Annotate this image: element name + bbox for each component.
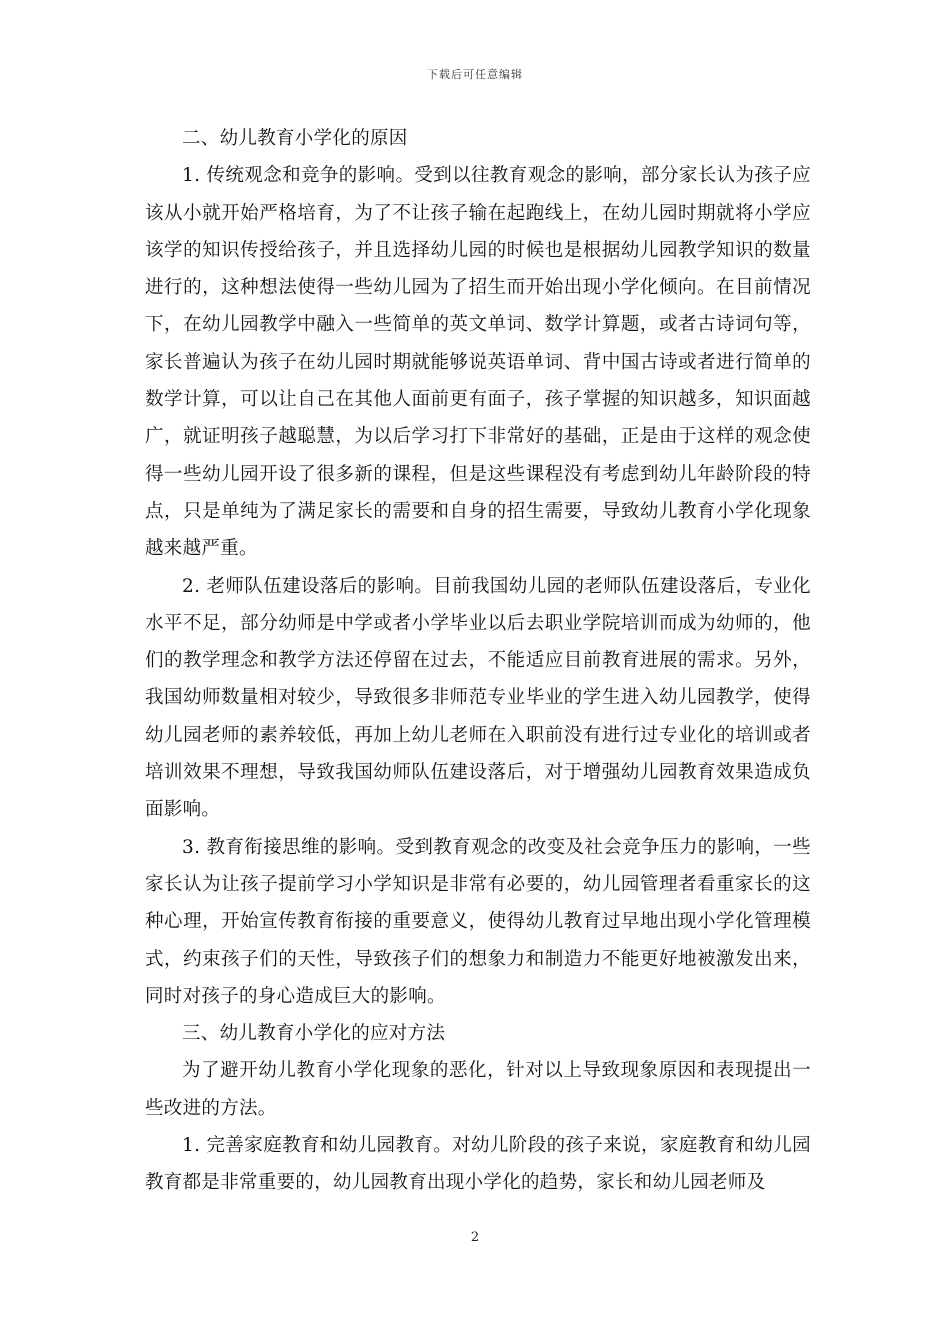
- document-body: [145, 120, 811, 1202]
- paragraph-solution-1: 1. 完善家庭教育和幼儿园教育。对幼儿阶段的孩子来说，家庭教育和幼儿园教育都是非常重要的，幼儿园教育出现小学化的趋势，家长和幼儿园老师及: [145, 1135, 811, 1194]
- paragraph-cause-2: 2. 老师队伍建设落后的影响。目前我国幼儿园的老师队伍建设落后，专业化水平不足，部分幼师是中学或者小学毕业以后去职业学院培训而成为幼师的，他们的教学理念和教学方法还停留在过去，不能适应目前教育进展的需求。另外，我国幼师数量相对较少，导致很多非师范专业毕业的学生进入幼儿园教学，使得幼儿园老师的素养较低，再加上幼儿老师在入职前没有进行过专业化的培训或者培训效果不理想，导致我国幼师队伍建设落后，对于增强幼儿园教育效果造成负面影响。: [145, 575, 811, 821]
- paragraph-cause-3: 3. 教育衔接思维的影响。受到教育观念的改变及社会竞争压力的影响，一些家长认为让孩子提前学习小学知识是非常有必要的，幼儿园管理者看重家长的这种心理，开始宣传教育衔接的重要意义，使得幼儿教育过早地出现小学化管理模式，约束孩子们的天性，导致孩子们的想象力和制造力不能更好地被激发出来，同时对孩子的身心造成巨大的影响。: [145, 836, 811, 1007]
- page-header-note: 下载后可任意编辑: [427, 68, 523, 81]
- paragraph-solutions-intro: 为了避开幼儿教育小学化现象的恶化，针对以上导致现象原因和表现提出一些改进的方法。: [145, 1060, 811, 1119]
- paragraph-cause-1: 1. 传统观念和竞争的影响。受到以往教育观念的影响，部分家长认为孩子应该从小就开始严格培育，为了不让孩子输在起跑线上，在幼儿园时期就将小学应该学的知识传授给孩子，并且选择幼儿园的时候也是根据幼儿园教学知识的数量进行的，这种想法使得一些幼儿园为了招生而开始出现小学化倾向。在目前情况下，在幼儿园教学中融入一些简单的英文单词、数学计算题，或者古诗词句等，家长普遍认为孩子在幼儿园时期就能够说英语单词、背中国古诗或者进行简单的数学计算，可以让自己在其他人面前更有面子，孩子掌握的知识越多，知识面越广，就证明孩子越聪慧，为以后学习打下非常好的基础，正是由于这样的观念使得一些幼儿园开设了很多新的课程，但是这些课程没有考虑到幼儿年龄阶段的特点，只是单纯为了满足家长的需要和自身的招生需要，导致幼儿教育小学化现象越来越严重。: [145, 165, 811, 560]
- section-heading-causes: 二、幼儿教育小学化的原因: [182, 128, 408, 149]
- page-number: 2: [470, 1230, 480, 1245]
- section-heading-solutions: 三、幼儿教育小学化的应对方法: [182, 1023, 446, 1045]
